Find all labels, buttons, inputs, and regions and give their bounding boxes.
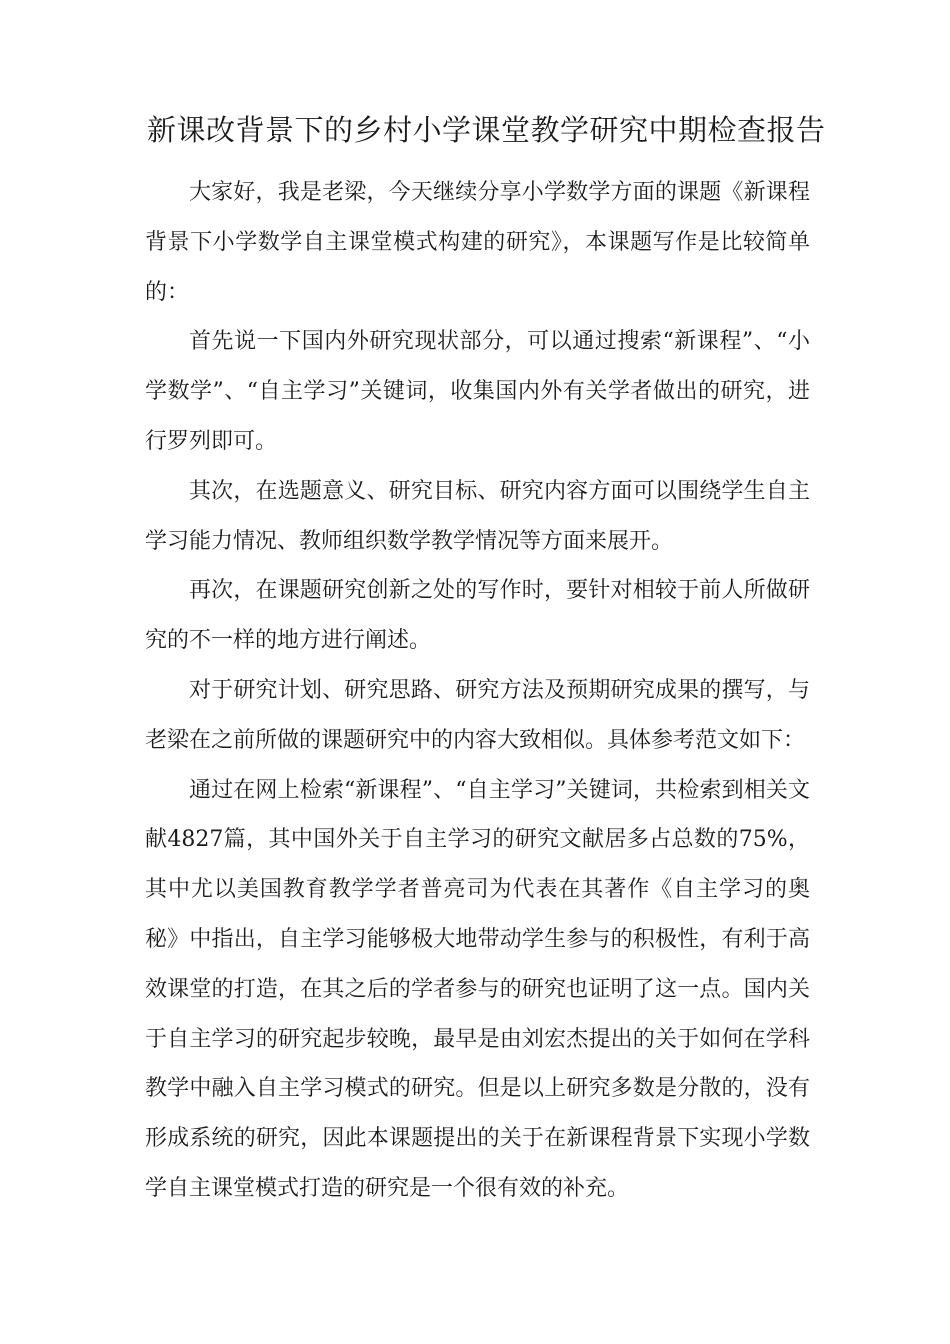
paragraph-intro: 大家好，我是老梁，今天继续分享小学数学方面的课题《新课程背景下小学数学自主课堂模式构建的研究》，本课题写作是比较简单的： — [145, 180, 810, 305]
paragraph-significance: 其次，在选题意义、研究目标、研究内容方面可以围绕学生自主学习能力情况、教师组织数学教学情况等方面来展开。 — [145, 478, 810, 554]
paragraph-innovation: 再次，在课题研究创新之处的写作时，要针对相较于前人所做研究的不一样的地方进行阐述。 — [145, 578, 810, 654]
document-title: 新课改背景下的乡村小学课堂教学研究中期检查报告 — [147, 113, 826, 147]
paragraph-sample-text: 通过在网上检索“新课程”、“自主学习”关键词，共检索到相关文献4827篇，其中国外关于自主学习的研究文献居多占总数的75%，其中尤以美国教育教学学者普亮司为代表在其著作《自主学习的奥秘》中指出，自主学习能够极大地带动学生参与的积极性，有利于高效课堂的打造，在其之后的学者参与的研究也证明了这一点。国内关于自主学习的研究起步较晚，最早是由刘宏杰提出的关于如何在学科教学中融入自主学习模式的研究。但是以上研究多数是分散的，没有形成系统的研究，因此本课题提出的关于在新课程背景下实现小学数学自主课堂模式打造的研究是一个很有效的补充。 — [145, 777, 810, 1201]
paragraph-research-status: 首先说一下国内外研究现状部分，可以通过搜索“新课程”、“小学数学”、“自主学习”关键词，收集国内外有关学者做出的研究，进行罗列即可。 — [145, 329, 810, 454]
document-body — [145, 168, 810, 1214]
paragraph-plan: 对于研究计划、研究思路、研究方法及预期研究成果的撰写，与老梁在之前所做的课题研究中的内容大致相似。具体参考范文如下： — [145, 677, 810, 753]
